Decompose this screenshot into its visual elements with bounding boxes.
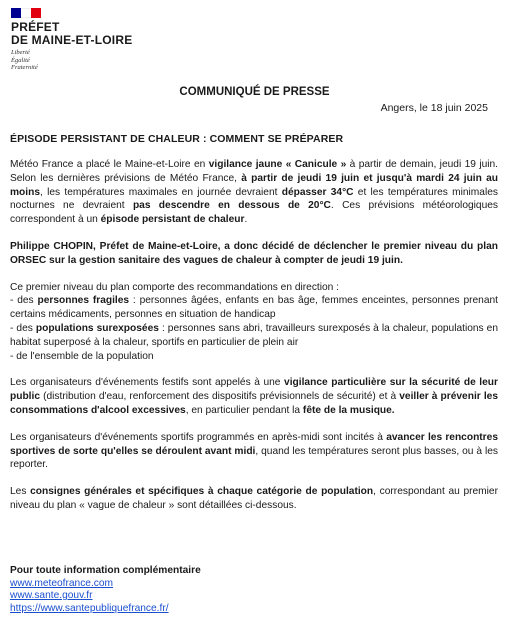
prefet-line-2: DE MAINE-ET-LOIRE [11,33,133,47]
contact-info [10,565,201,615]
prefecture-logo [11,8,132,72]
paragraph-sport-events: Les organisateurs d'événements sportifs programmés en après-midi sont incités à avancer les rencontres sportives de sorte qu'elles se déroulent avant midi, quand les températures seront plus basses, ou à les reporter. [10,431,499,471]
page-title: COMMUNIQUÉ DE PRESSE [179,86,330,98]
french-flag-icon [11,8,41,18]
paragraph-instructions: Les consignes générales et spécifiques à chaque catégorie de population, correspondant au premier niveau du plan « vague de chaleur » sont détaillées ci-dessous. [10,486,498,511]
link-sante-gouv[interactable]: www.sante.gouv.fr [10,590,93,601]
press-date: Angers, le 18 juin 2025 [380,102,488,114]
bullet-all: - de l'ensemble de la population [10,350,154,362]
link-sante-publique-france[interactable]: https://www.santepubliquefrance.fr/ [10,602,169,614]
bullet-fragile: - des personnes fragiles : personnes âgées, enfants en bas âge, femmes enceintes, personnes prenant certains médicaments, personnes en situation de handicap [10,295,498,321]
paragraph-vigilance: Météo France a placé le Maine-et-Loire en vigilance jaune « Canicule » à partir de demain, jeudi 19 juin. Selon les dernières prévisions de Météo France, à partir de jeudi 19 juin et jusqu'à mardi 24 juin au moins, les températures maximales en journée devraient dépasser 34°C et les températures minimales nocturnes ne devraient pas descendre en dessous de 20°C. Ces prévisions météorologiques correspondent à un épisode persistant de chaleur. [10,159,499,226]
paragraph-orsec: Philippe CHOPIN, Préfet de Maine-et-Loire, a donc décidé de déclencher le premier niveau du plan ORSEC sur la gestion sanitaire des vagues de chaleur à compter de jeudi 19 juin. [10,240,498,266]
press-body [10,158,498,526]
prefet-line-1: PRÉFET [11,20,60,34]
paragraph-festive-events: Les organisateurs d'événements festifs sont appelés à une vigilance particulière sur la sécurité de leur public (distribution d'eau, renforcement des dispositifs prévisionnels de sécurité) et à veiller à prévenir les consommations d'alcool excessives, en particulier pendant la fête de la musique. [10,377,498,416]
info-heading: Pour toute information complémentaire [10,565,201,576]
motto-fraternite: Fraternité [11,64,38,71]
bullet-exposed: - des populations surexposées : personnes sans abri, travailleurs surexposés à la chaleur, populations en habitat superposé à la chaleur, sportifs en particulier de plein air [10,322,498,348]
link-meteofrance[interactable]: www.meteofrance.com [10,577,114,589]
paragraph-recommendations [10,281,498,364]
republic-motto [11,49,132,72]
motto-egalite: Égalité [11,56,30,64]
recommendations-intro: Ce premier niveau du plan comporte des recommandations en direction : [10,281,340,293]
motto-liberte: Liberté [11,49,30,56]
headline: ÉPISODE PERSISTANT DE CHALEUR : COMMENT SE PRÉPARER [10,133,344,145]
